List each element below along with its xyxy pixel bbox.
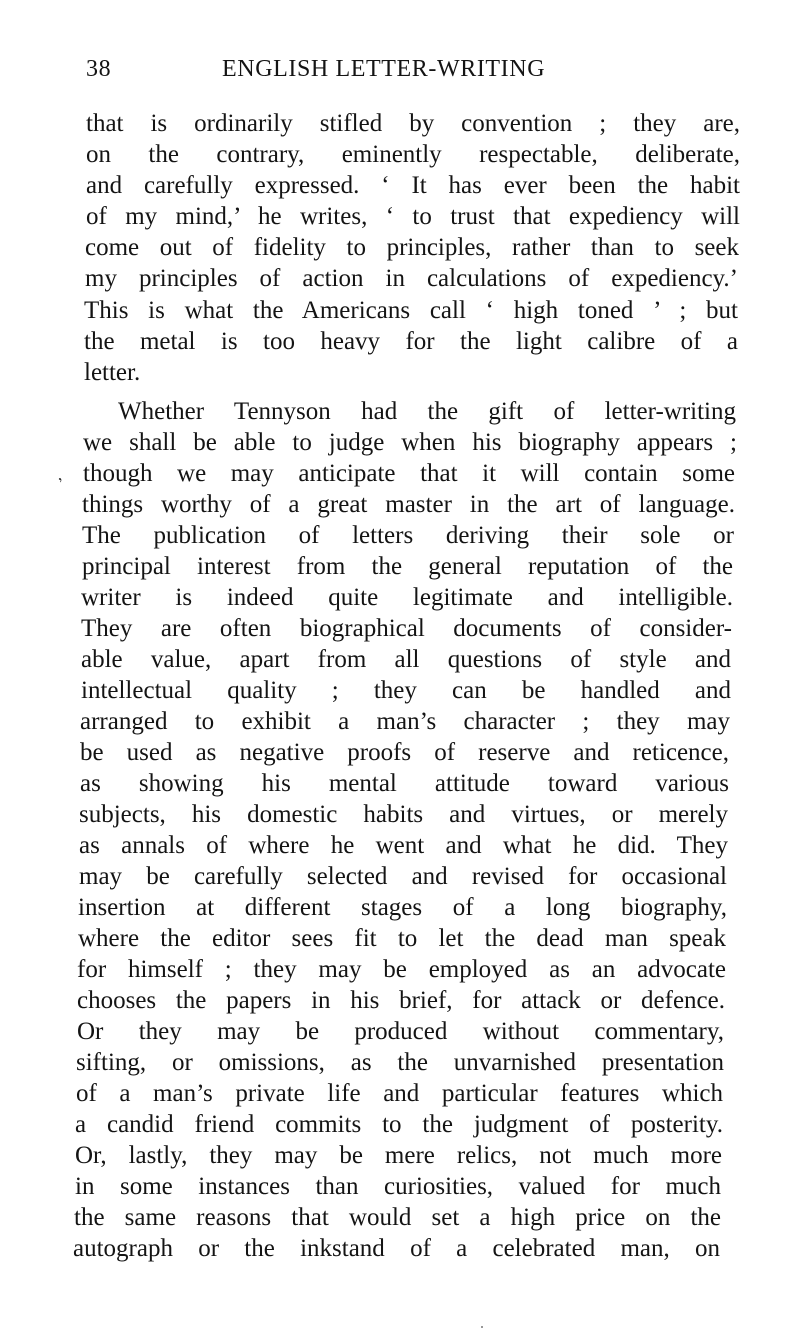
text-line: in some instances than curiosities, valued for much <box>75 1173 721 1200</box>
text-line: writer is indeed quite legitimate and intelligible. <box>81 584 733 611</box>
text-line: on the contrary, eminently respectable, deliberate, <box>86 141 740 168</box>
text-line: as showing his mental attitude toward various <box>80 770 729 797</box>
text-line: The publication of letters deriving their sole or <box>82 522 734 549</box>
text-line: Or, lastly, they may be mere relics, not much more <box>75 1142 722 1169</box>
text-line: insertion at different stages of a long biography, <box>78 894 727 921</box>
text-line: subjects, his domestic habits and virtues, or merely <box>79 801 728 828</box>
text-line: my principles of action in calculations of expediency.’ <box>85 265 738 292</box>
text-line: of my mind,’ he writes, ‘ to trust that expediency will <box>86 203 740 230</box>
text-line: though we may anticipate that it will contain some <box>83 460 735 487</box>
text-line: we shall be able to judge when his biography appears ; <box>83 429 737 456</box>
running-title: ENGLISH LETTER-WRITING <box>222 56 546 82</box>
text-line: may be carefully selected and revised for occasional <box>79 863 727 890</box>
running-head <box>0 56 800 90</box>
text-line: able value, apart from all questions of style and <box>81 646 731 673</box>
text-line: They are often biographical documents of consider- <box>81 615 732 642</box>
text-line: the same reasons that would set a high price on the <box>74 1204 721 1231</box>
text-line: chooses the papers in his brief, for attack or defence. <box>77 987 725 1014</box>
text-line: and carefully expressed. ‘ It has ever been the habit <box>86 172 740 199</box>
text-line: Whether Tennyson had the gift of letter-writing <box>118 398 736 425</box>
text-line: of a man’s private life and particular features which <box>76 1080 723 1107</box>
text-line: the metal is too heavy for the light calibre of a <box>84 328 738 355</box>
text-line: for himself ; they may be employed as an advocate <box>77 956 726 983</box>
page-number: 38 <box>86 56 112 82</box>
text-line: that is ordinarily stifled by convention ; they are, <box>86 110 740 137</box>
text-line: intellectual quality ; they can be handled and <box>81 677 731 704</box>
text-line: arranged to exhibit a man’s character ; they may <box>80 708 730 735</box>
stray-ink-mark: ’ <box>55 474 69 493</box>
text-line: sifting, or omissions, as the unvarnished presentation <box>76 1049 724 1076</box>
text-line: a candid friend commits to the judgment of posterity. <box>75 1111 723 1138</box>
text-line: letter. <box>84 359 141 386</box>
text-line: principal interest from the general reputation of the <box>82 553 733 580</box>
text-line: Or they may be produced without commentary, <box>77 1018 724 1045</box>
text-line: as annals of where he went and what he did. They <box>79 832 728 859</box>
text-line: autograph or the inkstand of a celebrated man, on <box>73 1235 720 1262</box>
scan-speck <box>481 1326 483 1328</box>
text-line: come out of fidelity to principles, rather than to seek <box>85 234 739 261</box>
text-line: This is what the Americans call ‘ high toned ’ ; but <box>84 297 738 324</box>
text-line: things worthy of a great master in the art of language. <box>82 491 735 518</box>
text-line: where the editor sees fit to let the dead man speak <box>78 925 726 952</box>
text-line: be used as negative proofs of reserve and reticence, <box>80 739 729 766</box>
